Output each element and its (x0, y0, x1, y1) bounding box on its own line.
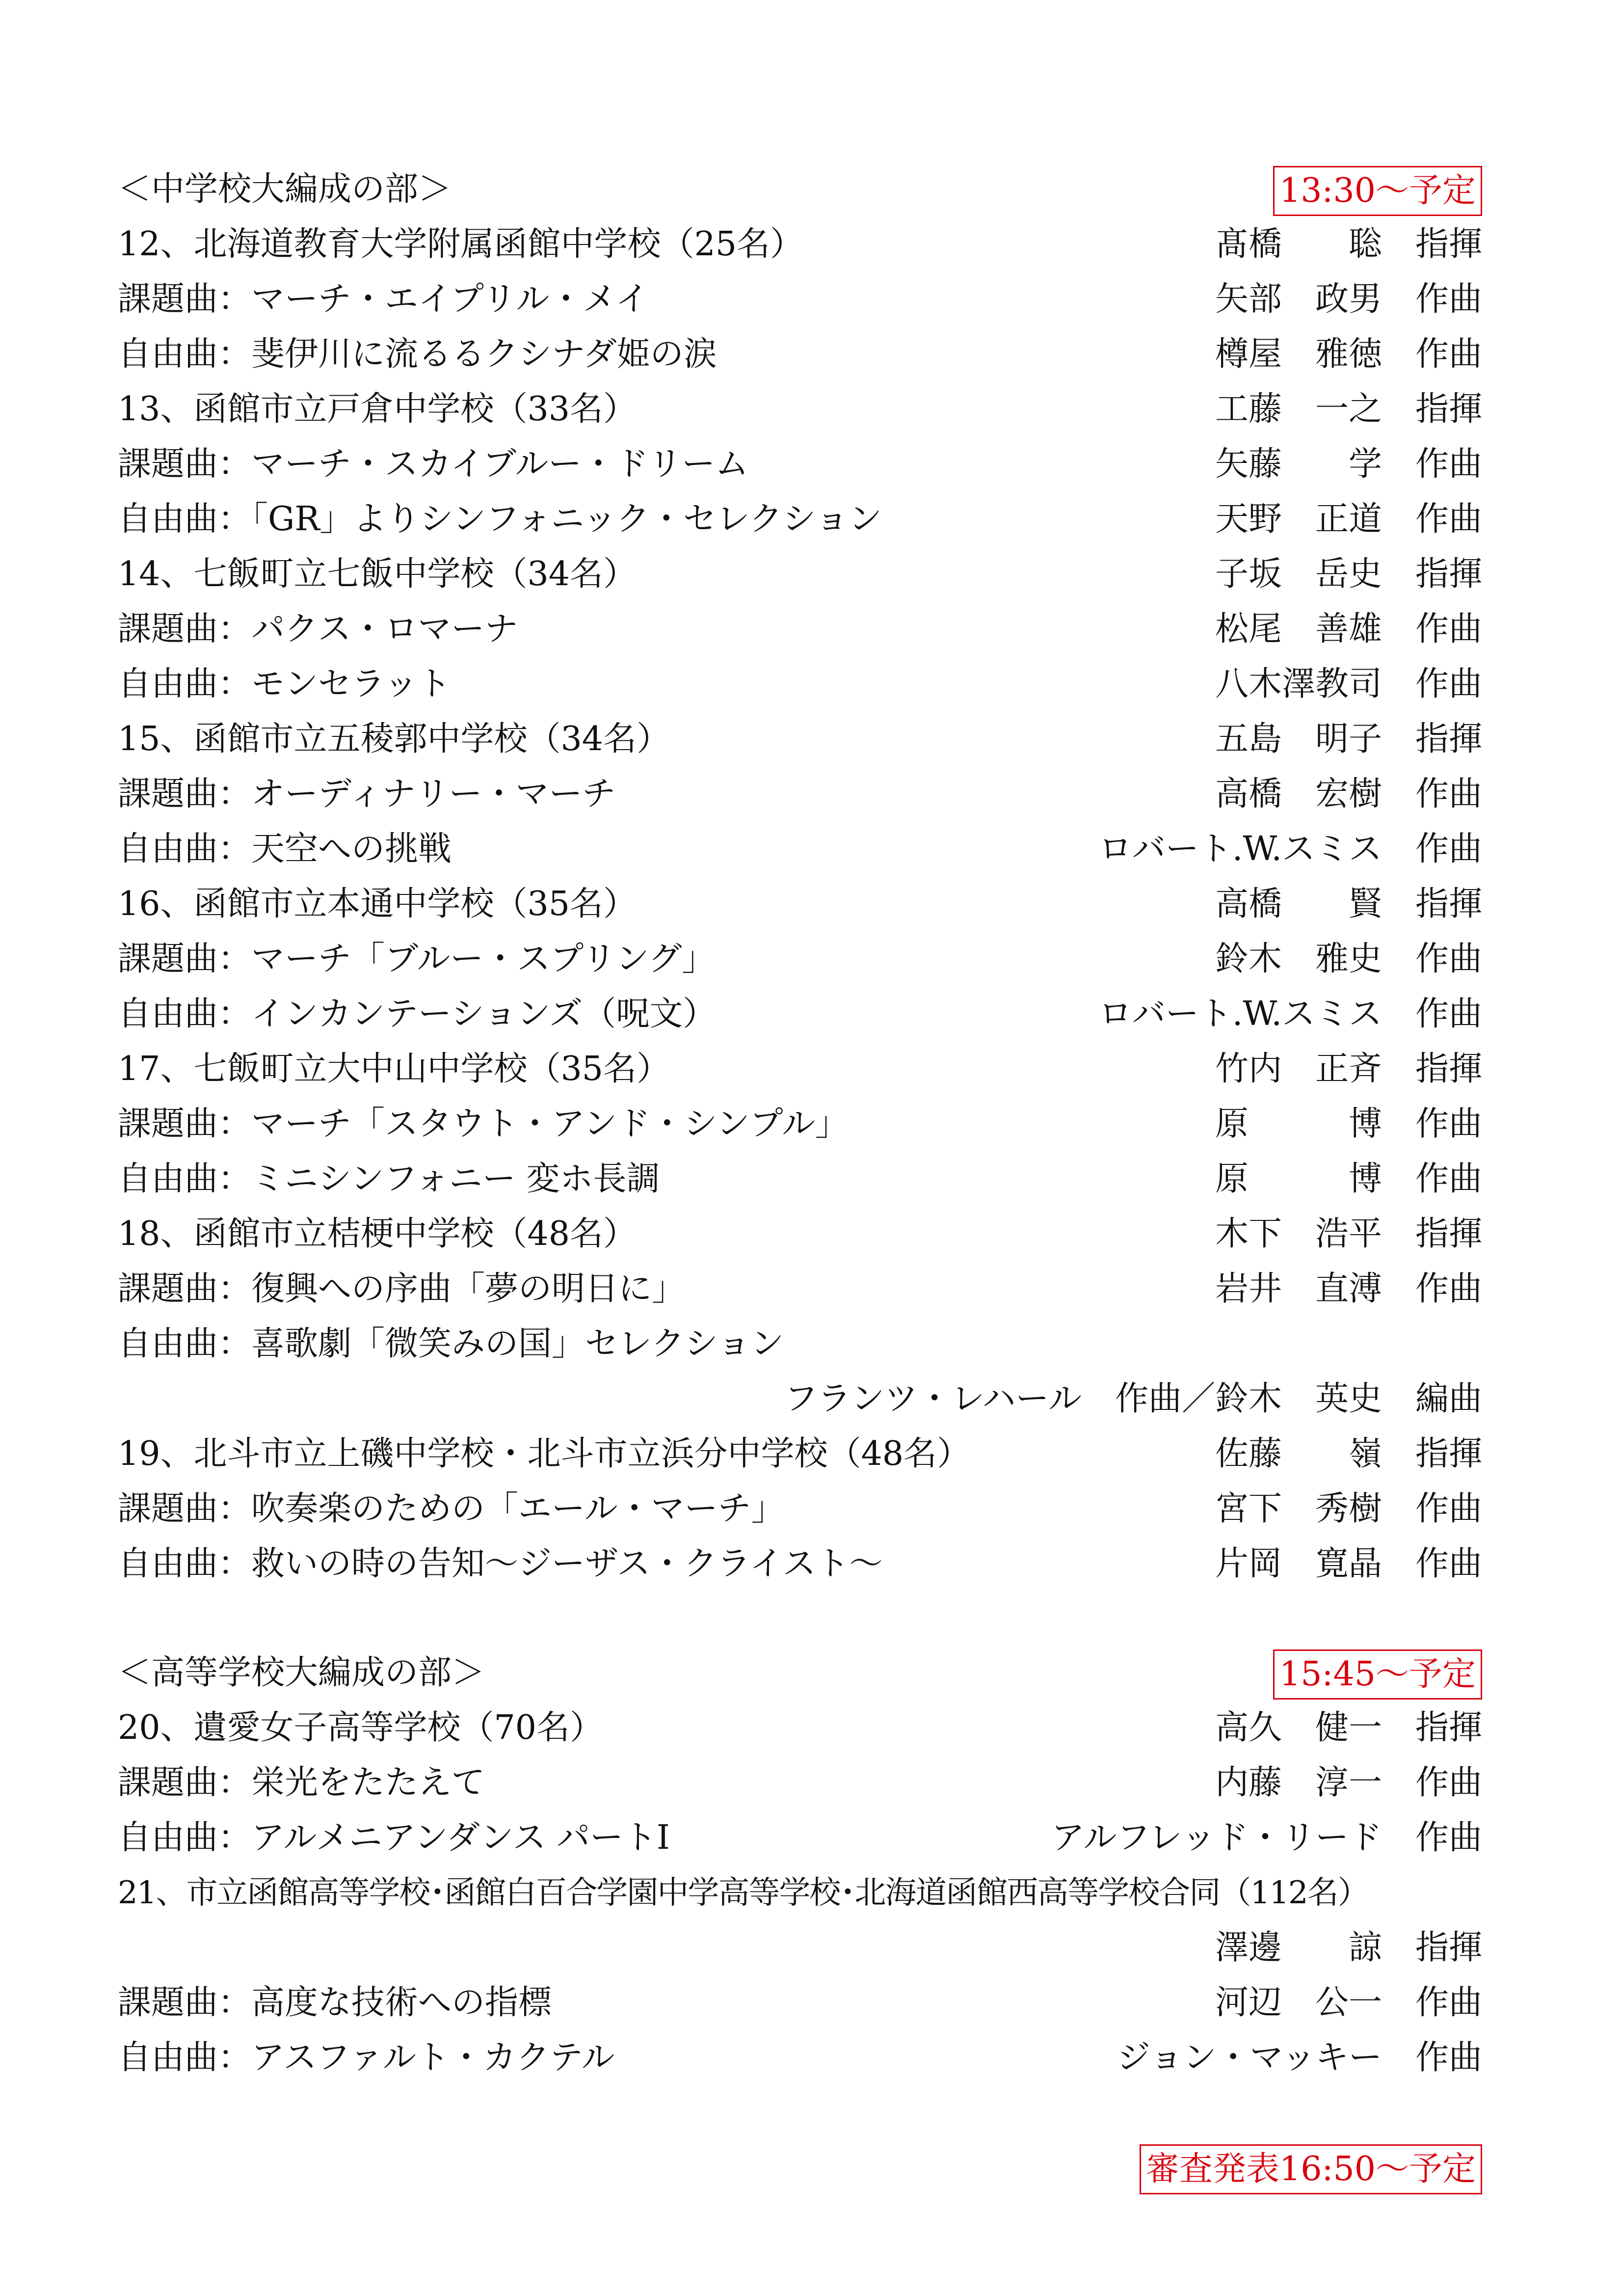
person-credit (1215, 877, 1482, 932)
entry-text: 自由曲：救いの時の告知～ジーザス・クライスト～ (118, 1544, 883, 1583)
program-line (118, 602, 1482, 657)
entry-text: 自由曲：モンセラット (118, 665, 451, 703)
person-credit (1215, 712, 1482, 767)
person-credit (1215, 1537, 1482, 1592)
entry-text: 自由曲：喜歌劇「微笑みの国」セレクション (118, 1324, 784, 1363)
person-role: 指揮 (1415, 1708, 1482, 1747)
entry-text: 自由曲：斐伊川に流るるクシナダ姫の涙 (118, 335, 717, 374)
program-line (118, 932, 1482, 987)
person-credit (1215, 437, 1482, 492)
person-role: 作曲 (1415, 335, 1482, 374)
person-name: 矢部 政男 (1215, 280, 1382, 319)
person-name: 五島 明子 (1215, 720, 1382, 758)
person-credit (1215, 1152, 1482, 1207)
person-credit (784, 1372, 1482, 1427)
person-name: 佐藤 嶺 (1215, 1434, 1382, 1473)
section-header-high (118, 1646, 1482, 1701)
person-name: 澤邊 諒 (1215, 1928, 1382, 1967)
program-line (118, 1152, 1482, 1207)
program-line (118, 1427, 1482, 1482)
entry-text: 課題曲：マーチ・スカイブルー・ドリーム (118, 445, 749, 484)
person-role: 作曲 (1415, 280, 1482, 319)
person-name: 工藤 一之 (1215, 390, 1382, 429)
person-role: 作曲 (1415, 940, 1482, 978)
person-role: 作曲 (1415, 445, 1482, 484)
section-title: ＜中学校大編成の部＞ (118, 170, 452, 209)
person-name: 高久 健一 (1215, 1708, 1382, 1747)
person-role: 作曲 (1415, 1489, 1482, 1528)
person-credit (1215, 1701, 1482, 1756)
footer-row (118, 2140, 1482, 2195)
program-line (118, 1097, 1482, 1152)
program-line (118, 1756, 1482, 1810)
person-name: ロバート.W.スミス (1098, 830, 1382, 868)
person-credit (1215, 767, 1482, 822)
person-credit (1215, 1097, 1482, 1152)
program-line (118, 437, 1482, 492)
entry-text: 14、七飯町立七飯中学校（34名） (118, 555, 637, 594)
person-name: フランツ・レハール 作曲／鈴木 英史 (784, 1379, 1382, 1418)
person-name: ジョン・マッキー (1117, 2038, 1382, 2077)
entry-text: 課題曲：吹奏楽のための「エール・マーチ」 (118, 1489, 785, 1528)
person-credit (1215, 657, 1482, 712)
person-name: 木下 浩平 (1215, 1215, 1382, 1253)
person-role: 指揮 (1415, 390, 1482, 429)
program-line (118, 1262, 1482, 1317)
person-credit (1215, 217, 1482, 272)
person-credit (1099, 987, 1482, 1042)
person-credit (1215, 327, 1482, 382)
person-role: 指揮 (1415, 1215, 1482, 1253)
program-line (118, 822, 1482, 877)
entry-text: 課題曲：マーチ「スタウト・アンド・シンプル」 (118, 1105, 849, 1143)
person-credit (1215, 547, 1482, 602)
person-credit (1215, 1042, 1482, 1097)
person-credit (1215, 1207, 1482, 1262)
person-name: 高橋 賢 (1215, 885, 1382, 923)
person-role: 編曲 (1415, 1379, 1482, 1418)
entry-text: 16、函館市立本通中学校（35名） (118, 885, 637, 923)
entry-text: 20、遺愛女子高等学校（70名） (118, 1708, 604, 1747)
program-line (118, 1482, 1482, 1537)
person-name: 原 博 (1215, 1160, 1382, 1198)
program-line (118, 1317, 1482, 1372)
person-credit (1215, 932, 1482, 987)
entry-text: 18、函館市立桔梗中学校（48名） (118, 1215, 637, 1253)
person-role: 作曲 (1415, 1983, 1482, 2022)
person-name: 天野 正道 (1215, 500, 1382, 539)
entry-text: 15、函館市立五稜郭中学校（34名） (118, 720, 670, 758)
program-line (118, 1207, 1482, 1262)
program-line (118, 1975, 1482, 2030)
person-role: 作曲 (1415, 1544, 1482, 1583)
program-line (118, 492, 1482, 547)
program-line (118, 767, 1482, 822)
entry-text: 自由曲：天空への挑戦 (118, 830, 452, 868)
person-credit (1215, 1262, 1482, 1317)
program-line-continuation (118, 1920, 1482, 1975)
person-credit (1215, 1920, 1482, 1975)
entry-text: 自由曲：アスファルト・カクテル (118, 2038, 615, 2077)
person-role: 指揮 (1415, 1050, 1482, 1088)
section-title: ＜高等学校大編成の部＞ (118, 1653, 485, 1692)
person-role: 作曲 (1415, 995, 1482, 1033)
entry-text: 19、北斗市立上磯中学校・北斗市立浜分中学校（48名） (118, 1434, 971, 1473)
program-line (118, 2030, 1482, 2085)
person-credit (1215, 492, 1482, 547)
person-role: 作曲 (1415, 1818, 1482, 1857)
program-line (118, 382, 1482, 437)
person-name: 髙橋 聡 (1215, 225, 1382, 264)
entry-text: 21、市立函館高等学校･函館白百合学園中学高等学校･北海道函館西高等学校合同（112名） (118, 1875, 1368, 1911)
program-line (118, 1865, 1482, 1920)
entry-text: 課題曲：マーチ「ブルー・スプリング」 (118, 940, 716, 978)
person-role: 指揮 (1415, 885, 1482, 923)
entry-text: 課題曲：復興への序曲「夢の明日に」 (118, 1270, 686, 1308)
person-role: 作曲 (1415, 2038, 1482, 2077)
person-name: 竹内 正斉 (1215, 1050, 1382, 1088)
person-role: 作曲 (1415, 610, 1482, 648)
person-name: ロバート.W.スミス (1098, 995, 1382, 1033)
person-name: 八木澤教司 (1215, 665, 1382, 703)
judging-announcement-box: 審査発表16:50～予定 (1140, 2144, 1482, 2194)
program-line (118, 987, 1482, 1042)
person-name: 原 博 (1215, 1105, 1382, 1143)
entry-text: 12、北海道教育大学附属函館中学校（25名） (118, 225, 804, 264)
person-role: 指揮 (1415, 555, 1482, 594)
entry-text: 課題曲：高度な技術への指標 (118, 1983, 552, 2022)
program-line (118, 327, 1482, 382)
person-name: 樽屋 雅徳 (1215, 335, 1382, 374)
person-name: 岩井 直溥 (1215, 1270, 1382, 1308)
person-role: 作曲 (1415, 830, 1482, 868)
person-name: 高橋 宏樹 (1215, 775, 1382, 813)
person-name: 鈴木 雅史 (1215, 940, 1382, 978)
person-role: 作曲 (1415, 1763, 1482, 1802)
program-line (118, 1810, 1482, 1865)
entry-text: 課題曲：栄光をたたえて (118, 1763, 485, 1802)
person-credit (1215, 1482, 1482, 1537)
person-credit (1215, 602, 1482, 657)
person-credit (1215, 1427, 1482, 1482)
entry-text: 課題曲：マーチ・エイプリル・メイ (118, 280, 649, 319)
entry-text: 課題曲：オーディナリー・マーチ (118, 775, 616, 813)
person-name: 子坂 岳史 (1215, 555, 1382, 594)
program-line-continuation (118, 1372, 1482, 1427)
schedule-time-box: 15:45～予定 (1273, 1649, 1482, 1700)
person-name: 矢藤 学 (1215, 445, 1382, 484)
person-credit (1099, 822, 1482, 877)
person-credit (1051, 1810, 1482, 1865)
program-line (118, 877, 1482, 932)
person-role: 指揮 (1415, 1434, 1482, 1473)
person-role: 作曲 (1415, 1105, 1482, 1143)
person-role: 指揮 (1415, 720, 1482, 758)
person-role: 作曲 (1415, 665, 1482, 703)
person-credit (1215, 382, 1482, 437)
person-role: 作曲 (1415, 1270, 1482, 1308)
schedule-time-box: 13:30～予定 (1273, 166, 1482, 216)
program-line (118, 1042, 1482, 1097)
entry-text: 課題曲：パクス・ロマーナ (118, 610, 518, 648)
person-credit (1215, 1756, 1482, 1810)
person-name: 松尾 善雄 (1215, 610, 1382, 648)
section-header-middle (118, 162, 1482, 217)
program-line (118, 657, 1482, 712)
person-credit (1117, 2030, 1482, 2085)
person-name: アルフレッド・リード (1051, 1818, 1382, 1857)
entry-text: 自由曲：アルメニアンダンス パートⅠ (118, 1818, 670, 1857)
program-line (118, 712, 1482, 767)
entry-text: 13、函館市立戸倉中学校（33名） (118, 390, 637, 429)
person-role: 作曲 (1415, 775, 1482, 813)
person-name: 内藤 淳一 (1215, 1763, 1382, 1802)
program-line (118, 272, 1482, 327)
person-role: 作曲 (1415, 500, 1482, 539)
person-credit (1215, 1975, 1482, 2030)
entry-text: 自由曲：ミニシンフォニー 変ホ長調 (118, 1160, 660, 1198)
program-line (118, 1701, 1482, 1756)
person-name: 河辺 公一 (1215, 1983, 1382, 2022)
person-credit (1215, 272, 1482, 327)
person-role: 指揮 (1415, 225, 1482, 264)
program-line (118, 217, 1482, 272)
person-name: 片岡 寛晶 (1215, 1544, 1382, 1583)
program-line (118, 1537, 1482, 1592)
program-line (118, 547, 1482, 602)
person-name: 宮下 秀樹 (1215, 1489, 1382, 1528)
entry-text: 17、七飯町立大中山中学校（35名） (118, 1050, 670, 1088)
person-role: 指揮 (1415, 1928, 1482, 1967)
entry-text: 自由曲：「GR」よりシンフォニック・セレクション (118, 500, 882, 539)
entry-text: 自由曲：インカンテーションズ（呪文） (118, 995, 717, 1033)
person-role: 作曲 (1415, 1160, 1482, 1198)
